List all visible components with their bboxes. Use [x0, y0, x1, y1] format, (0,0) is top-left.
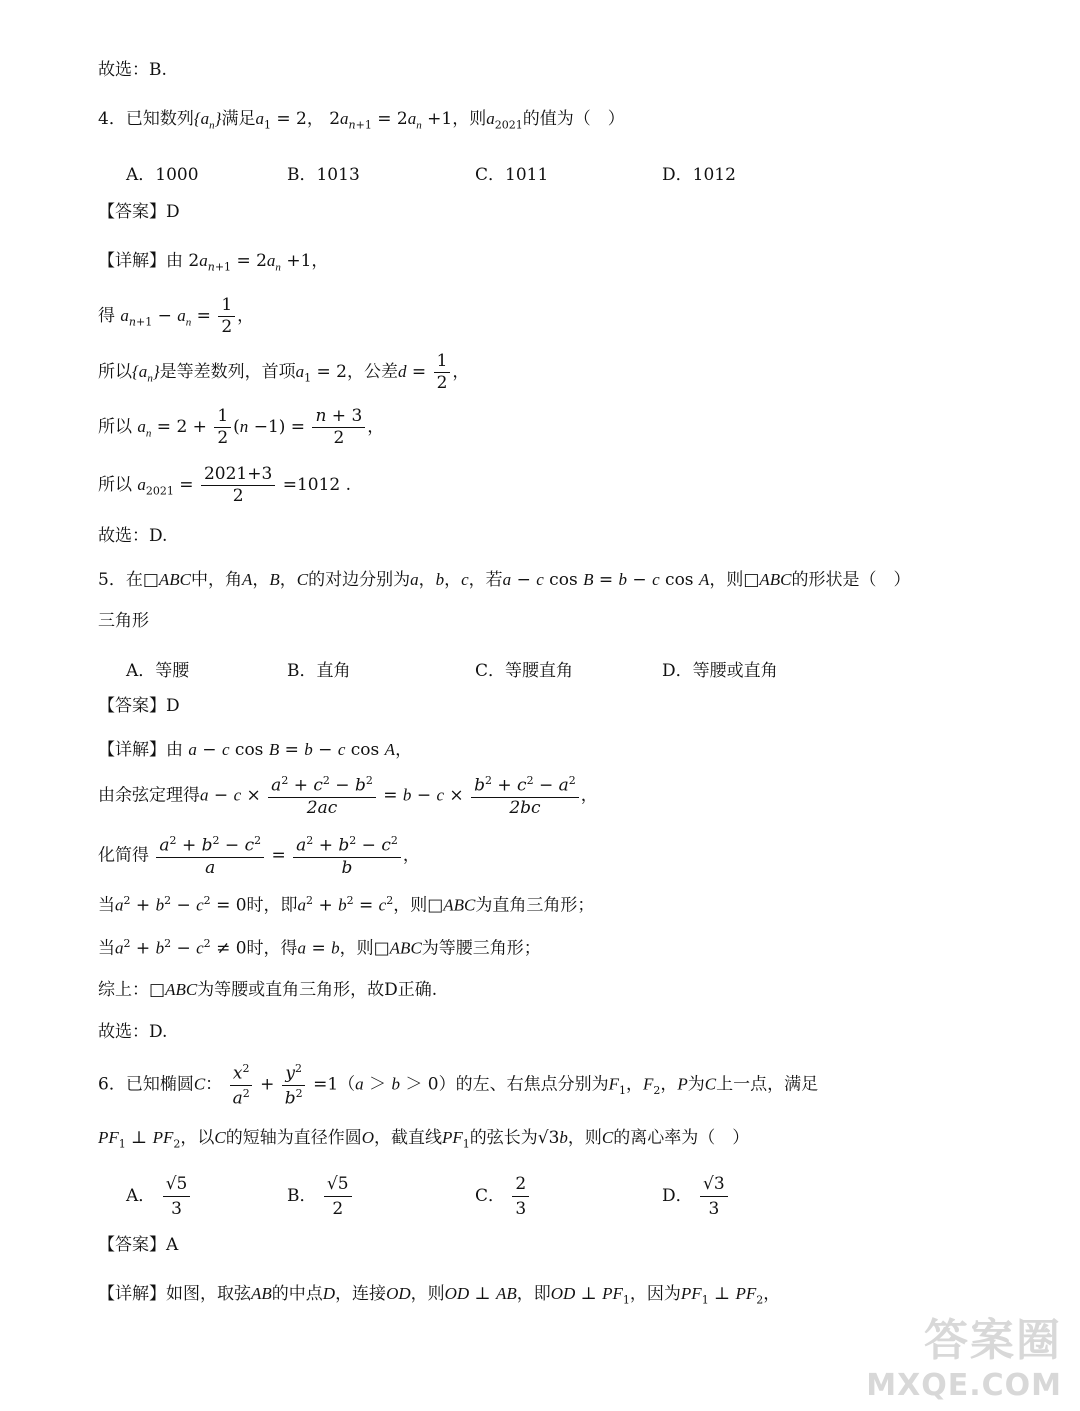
q5-stem: 5．在□ABC中，角A，B，C的对边分别为a，b，c，若a − c cos B = b − c cos A，则□ABC的形状是（ ） [98, 570, 911, 590]
q5-option-b: B．直角 [287, 661, 351, 681]
q4-option-a: A．1000 [126, 165, 199, 185]
q5-option-d: D．等腰或直角 [662, 661, 778, 681]
q4-detail-3: 所以$\{a_n\}$是等差数列，首项$a_1 = 2$，公差d = $\frac{1}{2}$ ， [98, 351, 470, 393]
q6-stem-2: $PF_1$ ⊥ $PF_2$，以C的短轴为直径作圆O，截直线$PF_1$的弦长为√3b，则C的离心率为（ ） [98, 1128, 750, 1151]
q4-detail-2: 得 $a_{n+1} - a_n$ = $\frac{1}{2}$ ， [98, 295, 255, 337]
q5-option-c: C．等腰直角 [475, 661, 574, 681]
q5-detail-6: 综上：□ABC为等腰或直角三角形，故D正确. [98, 980, 438, 1000]
q6-option-d: D． $\frac{√3}{3}$ [662, 1174, 730, 1219]
q5-stem-2: 三角形 [98, 611, 149, 631]
q6-option-c: C． $\frac{2}{3}$ [475, 1174, 531, 1219]
watermark-text: 答案圈 [924, 1315, 1062, 1366]
q5-detail-4: 当$a^2 + b^2 - c^2 = 0$时，即$a^2 + b^2 = c^2$，则□ABC为直角三角形； [98, 894, 595, 916]
q4-option-b: B．1013 [287, 165, 360, 185]
q4-answer: 【答案】D [98, 202, 180, 222]
q5-option-a: A．等腰 [126, 661, 190, 681]
q4-stem: 4．已知数列$\{a_n\}$满足$a_1 = 2$， $2a_{n+1} = 2a_n +1$，则$a_{2021}$的值为（ ） [98, 109, 625, 132]
q4-detail-4: 所以 $a_n = 2$ + $\frac{1}{2}$ (n −1) = $\frac{n + 3}{2}$ ， [98, 406, 385, 448]
watermark-logo [866, 1304, 1062, 1403]
q4-detail-5: 所以 $a_{2021}$ = $\frac{2021+3}{2}$ =1012 . [98, 464, 352, 506]
q5-answer: 【答案】D [98, 696, 180, 716]
q6-answer: 【答案】A [98, 1235, 179, 1255]
q6-stem: 6．已知椭圆C： $\frac{x^2}{a^2}$ + $\frac{y^2}{b^2}$ =1（a ＞ b ＞ 0）的左、右焦点分别为$F_1$，$F_2$，P为C上一点，满足 [98, 1062, 819, 1109]
q4-option-d: D．1012 [662, 165, 736, 185]
q4-choose: 故选：D. [98, 526, 168, 546]
q6-detail: 【详解】如图，取弦AB的中点D，连接OD，则OD ⊥ AB，即OD ⊥ $PF_1$，因为$PF_1$ ⊥ $PF_2$， [98, 1284, 781, 1307]
q5-detail-5: 当$a^2 + b^2 - c^2 \ne 0$时，得a = b，则□ABC为等腰三角形； [98, 937, 541, 959]
q5-detail-3: 化简得 $\frac{a^2 + b^2 - c^2}{a}$ = $\frac{a^2 + b^2 - c^2}{b}$ ， [98, 834, 420, 878]
q3-choose: 故选：B. [98, 60, 167, 80]
q5-detail-1: 【详解】由 a − c cos B = b − c cos A， [98, 740, 413, 760]
q6-option-b: B． $\frac{√5}{2}$ [287, 1174, 354, 1219]
q5-choose: 故选：D. [98, 1022, 168, 1042]
q6-option-a: A． $\frac{√5}{3}$ [126, 1174, 192, 1219]
q4-option-c: C．1011 [475, 165, 549, 185]
q4-detail-1: 【详解】由 $2a_{n+1} = 2a_n +1$， [98, 251, 329, 274]
watermark-url: MXQE.COM [866, 1368, 1062, 1403]
q5-detail-2: 由余弦定理得a − c × $\frac{a^2 + c^2 - b^2}{2ac}$ = b − c × $\frac{b^2 + c^2 - a^2}{2bc}$ ， [98, 774, 598, 818]
